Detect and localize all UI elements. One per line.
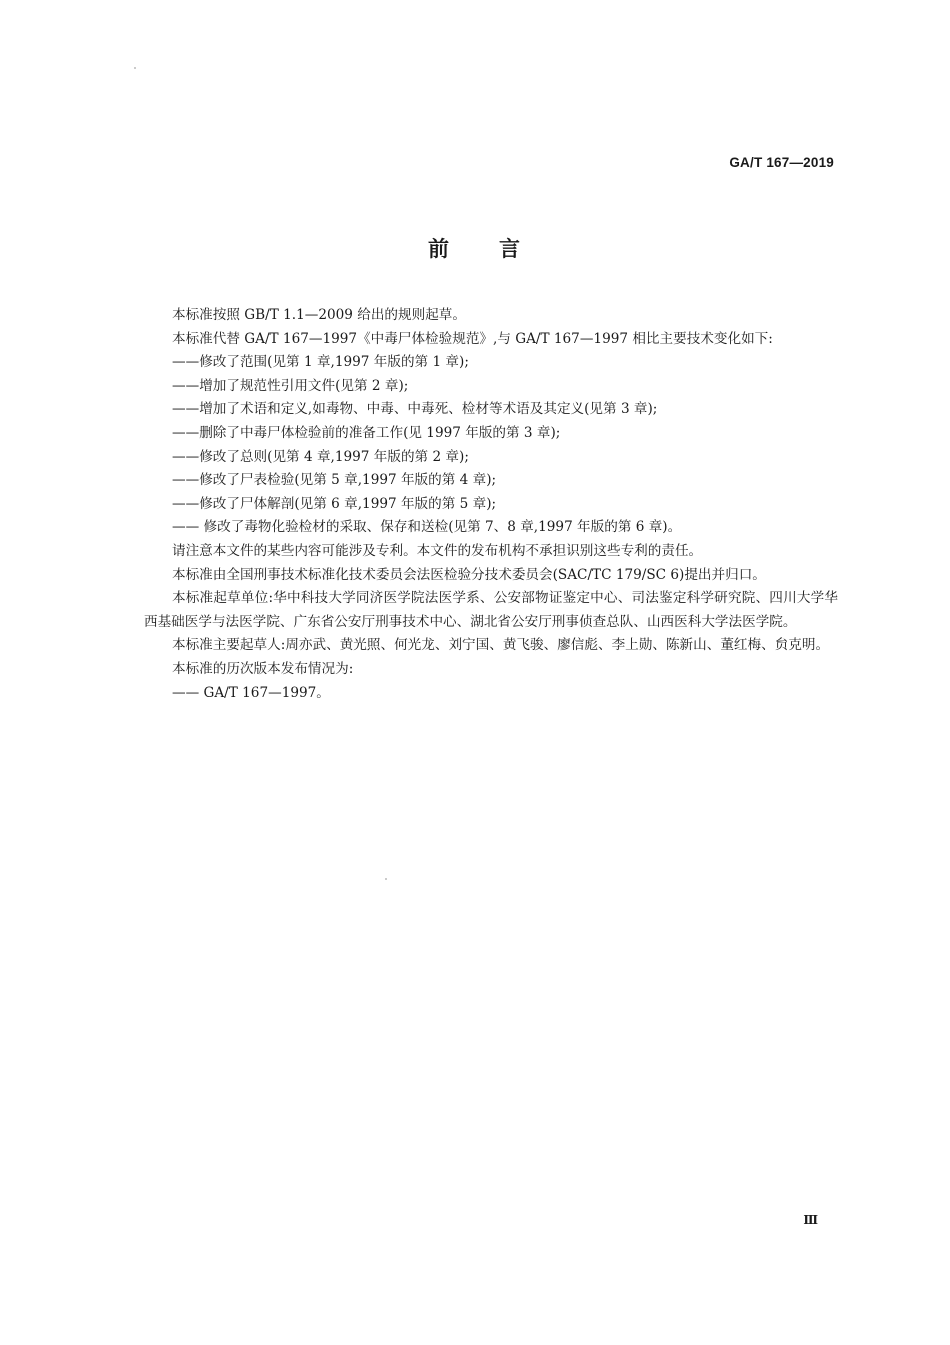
page-title <box>0 233 950 263</box>
paragraph-replacement: 本标准代替 GA/T 167—1997《中毒尸体检验规范》,与 GA/T 167—1997 相比主要技术变化如下: <box>172 330 773 347</box>
change-item: ——修改了尸体解剖(见第 6 章,1997 年版的第 5 章); <box>172 495 497 512</box>
scan-speck <box>385 878 387 880</box>
paragraph-drafting-units: 本标准起草单位:华中科技大学同济医学院法医学系、公安部物证鉴定中心、司法鉴定科学研究院、四川大学华西基础医学与法医学院、广东省公安厅刑事技术中心、湖北省公安厅刑事侦查总队、山西医科大学法医学院。 <box>144 590 838 630</box>
document-code: GA/T 167—2019 <box>729 155 834 170</box>
paragraph-proposer: 本标准由全国刑事技术标准化技术委员会法医检验分技术委员会(SAC/TC 179/SC 6)提出并归口。 <box>172 566 766 583</box>
paragraph-drafting-rules: 本标准按照 GB/T 1.1—2009 给出的规则起草。 <box>172 307 466 323</box>
change-item: ——修改了总则(见第 4 章,1997 年版的第 2 章); <box>172 448 469 465</box>
change-item: ——修改了尸表检验(见第 5 章,1997 年版的第 4 章); <box>172 472 497 489</box>
foreword-body <box>144 304 838 705</box>
change-item: ——增加了规范性引用文件(见第 2 章); <box>172 377 409 394</box>
paragraph-drafters: 本标准主要起草人:周亦武、黄光照、何光龙、刘宁国、黄飞骏、廖信彪、李上勋、陈新山、董红梅、贠克明。 <box>172 637 830 654</box>
page-number: Ⅲ <box>803 1213 818 1227</box>
scan-speck <box>134 67 136 69</box>
change-item: ——修改了范围(见第 1 章,1997 年版的第 1 章); <box>172 354 469 371</box>
paragraph-history-heading: 本标准的历次版本发布情况为: <box>172 660 354 677</box>
title-char-2: 言 <box>499 237 522 261</box>
history-item: —— GA/T 167—1997。 <box>172 684 330 701</box>
paragraph-patent-notice: 请注意本文件的某些内容可能涉及专利。本文件的发布机构不承担识别这些专利的责任。 <box>172 542 703 559</box>
change-item: ——增加了术语和定义,如毒物、中毒、中毒死、检材等术语及其定义(见第 3 章); <box>172 401 658 418</box>
title-char-1: 前 <box>428 237 451 261</box>
change-item: ——删除了中毒尸体检验前的准备工作(见 1997 年版的第 3 章); <box>172 424 561 441</box>
change-item: —— 修改了毒物化验检材的采取、保存和送检(见第 7、8 章,1997 年版的第 6 章)。 <box>172 519 682 536</box>
